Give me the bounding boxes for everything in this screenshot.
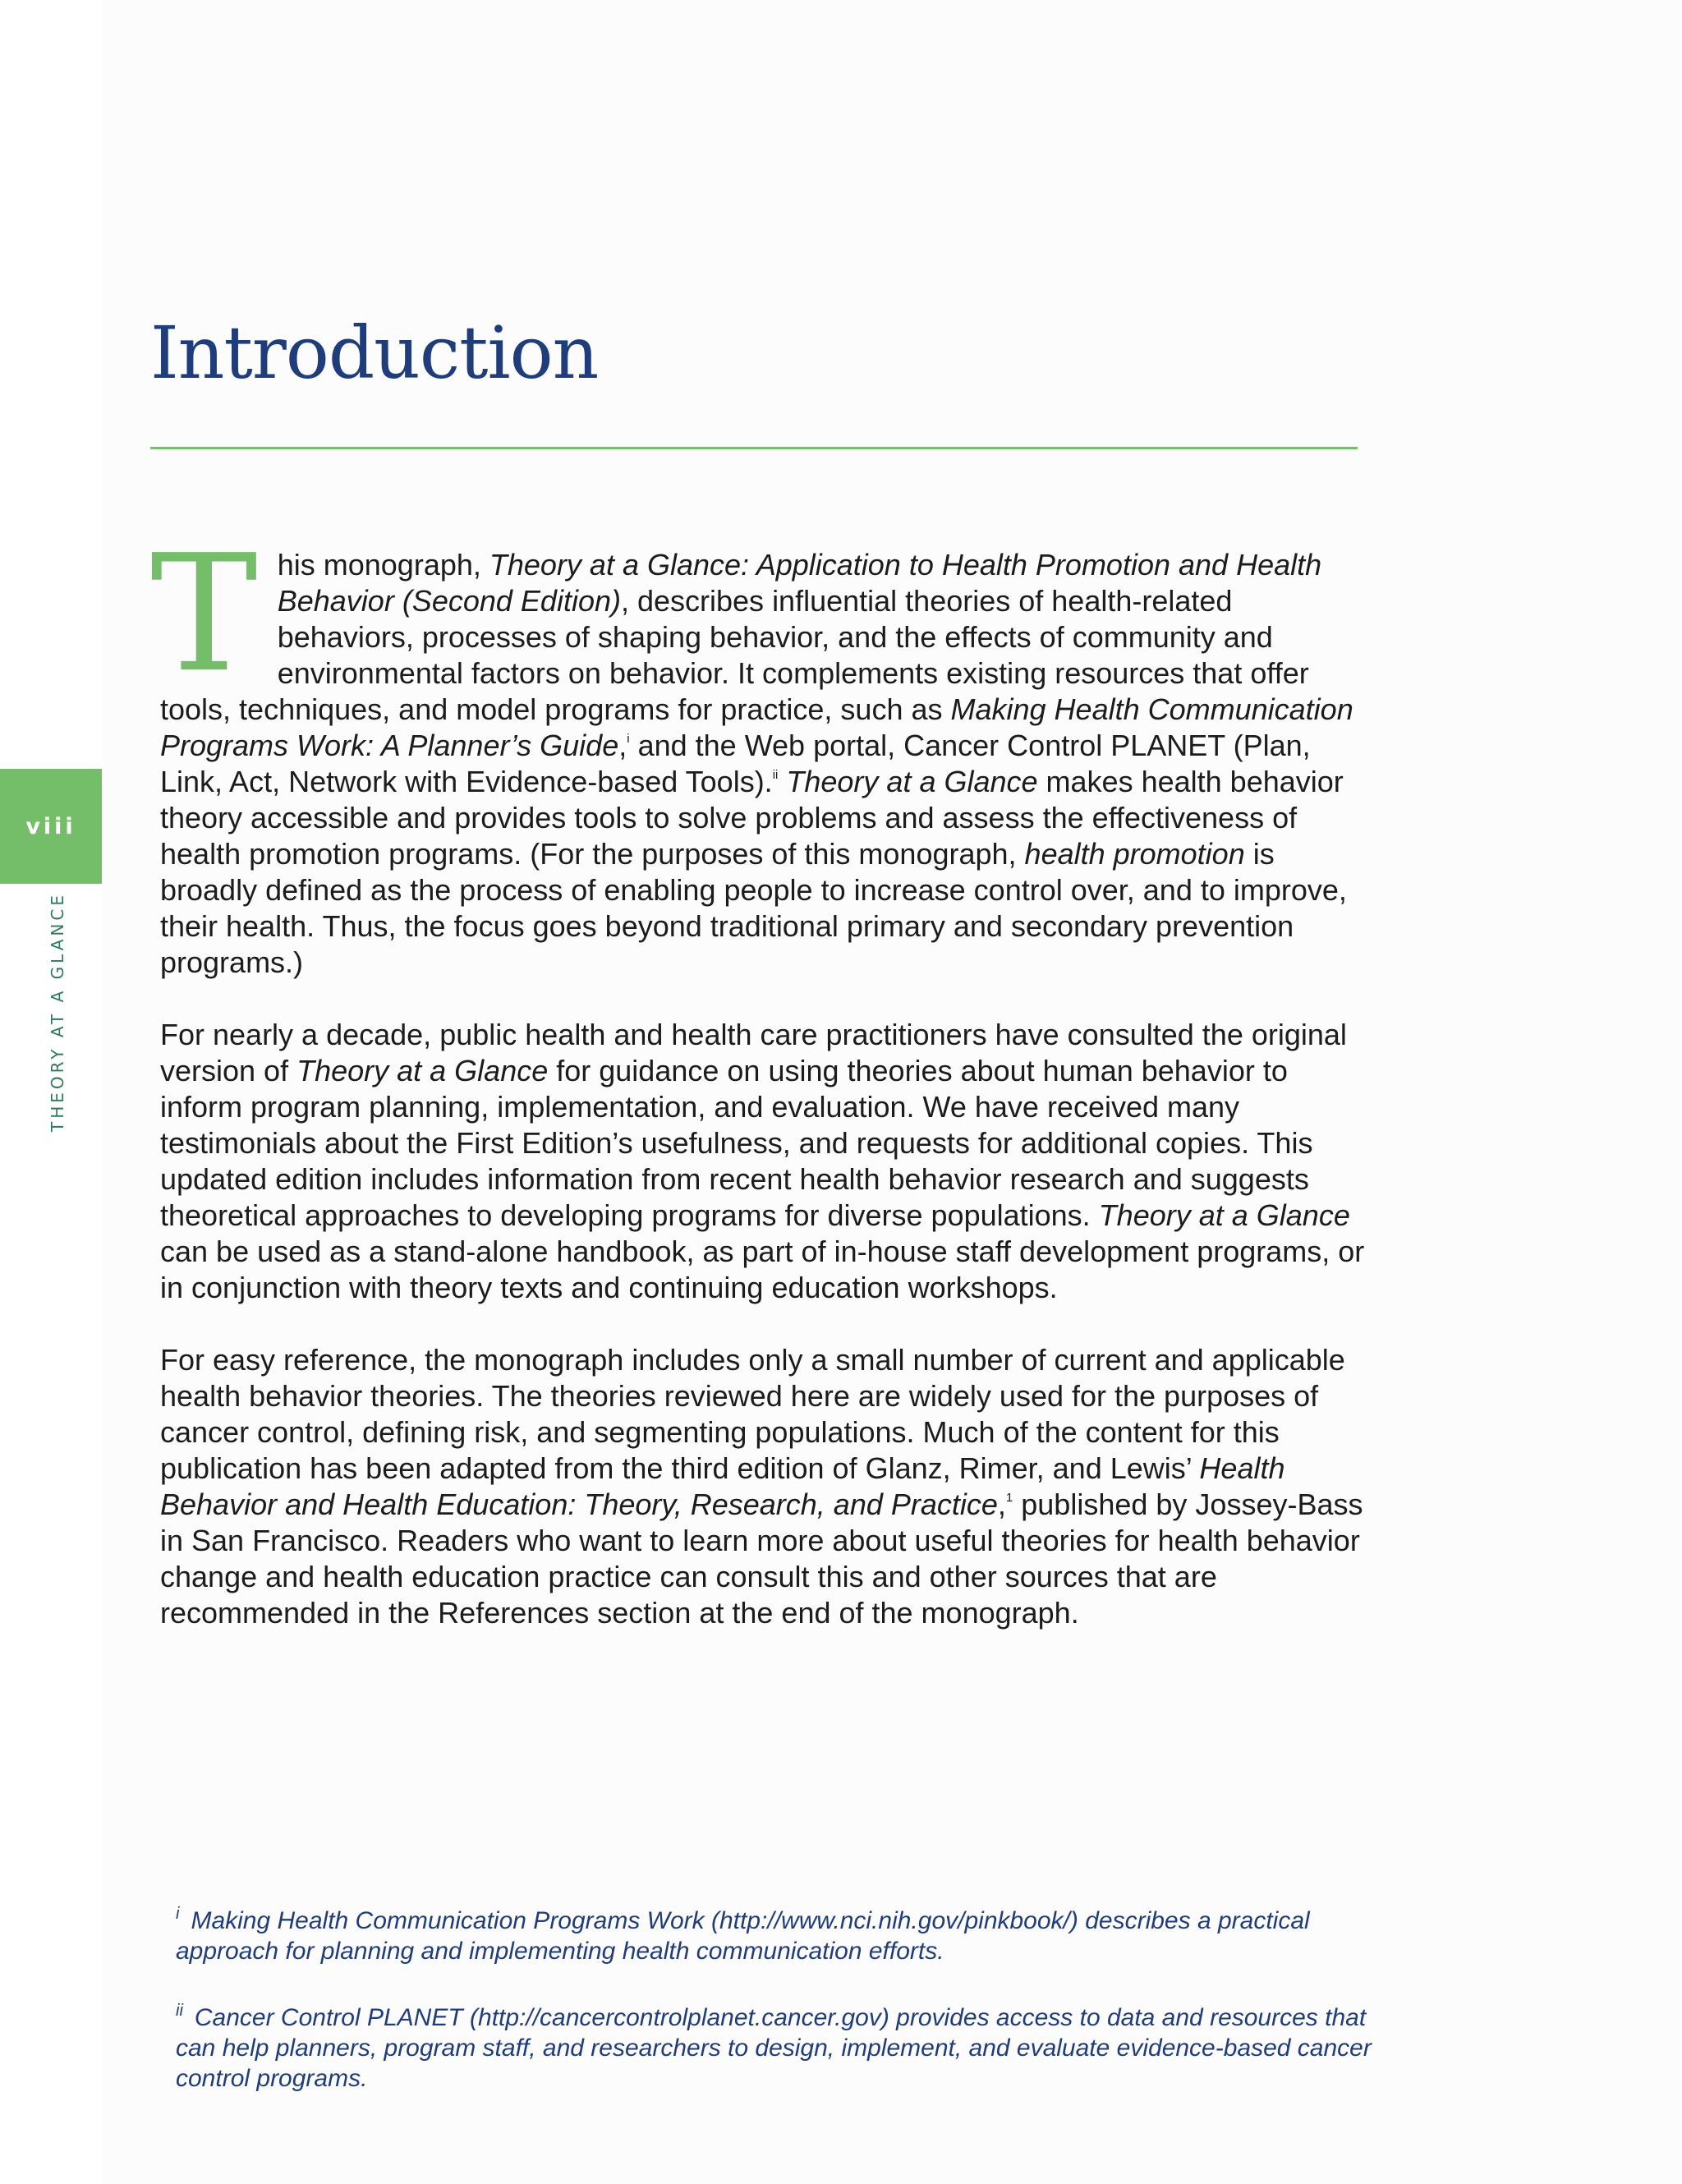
text-run: for guidance on using theories about human behavior to inform program planning, implementation, and evaluation. We have received many testimonials about the First Edition’s usefulness, and requests for additional copies. This updated edition includes information from recent health behavior research and suggests theoretical approaches to developing programs for diverse populations. bbox=[160, 1054, 1313, 1232]
footnote-marker: i bbox=[176, 1905, 180, 1923]
running-title: THEORY AT A GLANCE bbox=[48, 892, 67, 1132]
book-title-italic: Making Health Communication Programs Work: A Planner’s Guide bbox=[160, 692, 1353, 762]
text-run bbox=[778, 765, 786, 798]
title-divider bbox=[150, 447, 1358, 449]
footnote-reference[interactable]: i bbox=[627, 732, 630, 746]
text-run: published by Jossey-Bass in San Francisco. Readers who want to learn more about useful theories for health behavior change and health education practice can consult this and other sources that are recommended in the References section at the end of the monograph. bbox=[160, 1487, 1363, 1630]
page-title: Introduction bbox=[150, 310, 599, 395]
book-title-italic: Theory at a Glance bbox=[786, 765, 1038, 798]
footnote-reference[interactable]: ii bbox=[772, 768, 779, 782]
footnotes bbox=[176, 1906, 1375, 2130]
paragraph-3 bbox=[160, 1342, 1376, 1631]
book-title-italic: Health Behavior and Health Education: Theory, Research, and Practice bbox=[160, 1451, 1285, 1521]
footnote-text: Making Health Communication Programs Work (http://www.nci.nih.gov/pinkbook/) describes a practical approach for planning and implementing health communication efforts. bbox=[176, 1907, 1310, 1965]
text-run: For nearly a decade, public health and health care practitioners have consulted the original version of bbox=[160, 1018, 1347, 1087]
footnote-text: Cancer Control PLANET (http://cancercontrolplanet.cancer.gov) provides access to data and resources that can help planners, program staff, and researchers to design, implement, and evaluate evidence-based cancer control programs. bbox=[176, 2004, 1372, 2092]
text-run: makes health behavior theory accessible and provides tools to solve problems and assess the effectiveness of health promotion programs. (For the purposes of this monograph, bbox=[160, 765, 1344, 871]
body-text bbox=[150, 521, 1376, 1667]
footnote-marker: ii bbox=[176, 2002, 183, 2020]
term-italic: health promotion bbox=[1024, 837, 1245, 871]
paragraph-1 bbox=[150, 521, 1376, 981]
text-run: his monograph, bbox=[277, 548, 489, 582]
book-title-italic: Theory at a Glance: Application to Health Promotion and Health Behavior (Second Edition) bbox=[277, 548, 1322, 618]
page-number-tab bbox=[0, 769, 102, 884]
drop-cap: T bbox=[150, 521, 258, 708]
footnote bbox=[176, 2002, 1375, 2094]
footnote-reference[interactable]: 1 bbox=[1005, 1491, 1013, 1505]
text-run: and the Web portal, Cancer Control PLANET (Plan, Link, Act, Network with Evidence-based Tools). bbox=[160, 729, 1311, 798]
text-run: , bbox=[618, 729, 627, 762]
page-number: viii bbox=[25, 813, 76, 839]
book-title-italic: Theory at a Glance bbox=[1098, 1198, 1350, 1232]
paragraph-2 bbox=[160, 1017, 1376, 1306]
footnote bbox=[176, 1906, 1375, 1966]
text-run: For easy reference, the monograph includes only a small number of current and applicable health behavior theories. The theories reviewed here are widely used for the purposes of cancer control, defining risk, and segmenting populations. Much of the content for this publication has been adapted from the third edition of Glanz, Rimer, and Lewis’ bbox=[160, 1343, 1345, 1485]
text-run: can be used as a stand-alone handbook, as part of in-house staff development programs, or in conjunction with theory texts and continuing education workshops. bbox=[160, 1235, 1365, 1304]
text-run: is broadly defined as the process of enabling people to increase control over, and to improve, their health. Thus, the focus goes beyond traditional primary and secondary prevention programs.) bbox=[160, 837, 1347, 979]
book-title-italic: Theory at a Glance bbox=[296, 1054, 549, 1087]
text-run: , bbox=[997, 1487, 1006, 1521]
text-run: , describes influential theories of health-related behaviors, processes of shaping behavior, and the effects of community and environmental factors on behavior. It complements existing resources that offer tools, techniques, and model programs for practice, such as bbox=[160, 584, 1309, 726]
